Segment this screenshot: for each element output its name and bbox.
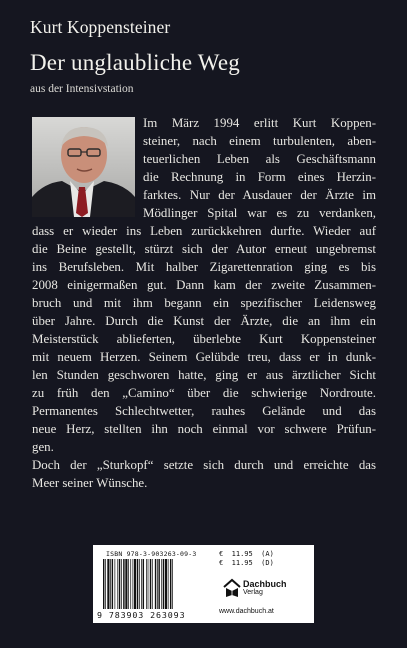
barcode-bar — [148, 559, 149, 609]
blurb-line: ins Berufsleben. Mit halber Zigarettenration ging es bis — [32, 260, 376, 275]
book-subtitle: aus der Intensivstation — [30, 83, 134, 95]
blurb-line: Doch der „Sturkopf“ setzte sich durch und erreichte das — [32, 458, 376, 473]
barcode-bar — [163, 559, 164, 609]
barcode-bar — [119, 559, 120, 609]
barcode-bar — [170, 559, 171, 609]
barcode-digits — [97, 610, 185, 620]
barcode-bar — [155, 559, 156, 609]
blurb-line: zu früh den „Camino“ über die schwierige Nordroute. — [32, 386, 376, 401]
publisher-name: Dachbuch — [243, 579, 287, 589]
barcode-bar — [134, 559, 136, 609]
author-name: Kurt Koppensteiner — [30, 17, 171, 37]
barcode-bar — [121, 559, 122, 609]
barcode-bar — [139, 559, 140, 609]
price-list — [219, 550, 274, 568]
publisher-website: www.dachbuch.at — [219, 608, 274, 615]
barcode-bar — [130, 559, 131, 609]
barcode-bar — [172, 559, 173, 609]
blurb-line: bruch und mit ihm begann ein spezifischer Leidensweg — [32, 296, 376, 311]
isbn-number: ISBN 978-3-903263-09-3 — [106, 550, 197, 558]
blurb-text — [32, 114, 376, 492]
barcode-bar — [123, 559, 124, 609]
blurb-line: steiner, nach einem turbulenten, aben- — [143, 134, 376, 149]
barcode-bar — [117, 559, 118, 609]
barcode-bar — [103, 559, 104, 609]
barcode-bar — [128, 559, 129, 609]
blurb-line: Im März 1994 erlitt Kurt Koppen- — [143, 116, 376, 130]
blurb-line: Permanentes Schlechtwetter, rauhes Gelände und das — [32, 404, 376, 419]
barcode-bar — [107, 559, 109, 609]
blurb-line: über Jahre. Durch die Kunst der Ärzte, die an ihm ein — [32, 314, 376, 329]
barcode-bar — [143, 559, 144, 609]
blurb-line: Meisterstück ablieferten, überlebte Kurt Koppensteiner — [32, 332, 376, 347]
blurb-line: die Rechnung in Form eines Herzin- — [143, 170, 376, 185]
barcode-bar — [133, 559, 134, 609]
price-row: € 11.95 (A) — [219, 550, 274, 558]
blurb-line: dass er wieder ins Leben zurückkehren durfte. Wieder auf — [32, 224, 376, 239]
blurb-line: farktes. Nur der Ausdauer der Ärzte im — [143, 188, 376, 203]
barcode-bar — [137, 559, 138, 609]
barcode-label — [93, 545, 314, 623]
blurb-line: 2008 einigermaßen gut. Dann kam der zweite Zusammen- — [32, 278, 376, 293]
barcode-bar — [105, 559, 106, 609]
barcode-bars — [102, 559, 206, 609]
barcode-bar — [125, 559, 127, 609]
roof-book-icon — [223, 578, 241, 598]
price-row: € 11.95 (D) — [219, 559, 274, 567]
barcode-bar — [168, 559, 169, 609]
publisher-sub: Verlag — [243, 589, 263, 596]
barcode-bar — [112, 559, 113, 609]
barcode-digits-left: 783903 — [108, 610, 145, 620]
barcode-digits-right: 263093 — [150, 610, 186, 620]
barcode-leading-digit: 9 — [97, 610, 103, 620]
barcode-bar — [161, 559, 162, 609]
barcode-bar — [157, 559, 158, 609]
blurb-line: Mödlinger Spital war es zu verdanken, — [143, 206, 376, 221]
blurb-line: Meer seiner Wünsche. — [32, 476, 148, 491]
blurb-line: neue Herz, stellten ihn noch einmal vor schwere Prüfun- — [32, 422, 376, 437]
publisher-logo — [243, 579, 287, 596]
blurb-line: teuerlichen Leben als Geschäftsmann — [143, 152, 376, 167]
barcode-bar — [115, 559, 116, 609]
blurb-line: mit neuem Herzen. Seinem Gelübde treu, dass er in dunk- — [32, 350, 376, 365]
blurb-line: die Beine gestellt, stürzt sich der Autor erneut ungebremst — [32, 242, 376, 257]
barcode-bar — [152, 559, 153, 609]
blurb-line: len Stunden geschworen hatte, ging er aus ärztlicher Sicht — [32, 368, 376, 383]
barcode-bar — [150, 559, 151, 609]
barcode-bar — [110, 559, 111, 609]
barcode-bar — [165, 559, 167, 609]
barcode-bar — [158, 559, 159, 609]
barcode-bar — [141, 559, 142, 609]
barcode-bar — [146, 559, 147, 609]
book-title: Der unglaubliche Weg — [30, 50, 240, 75]
blurb-line: gen. — [32, 440, 54, 455]
